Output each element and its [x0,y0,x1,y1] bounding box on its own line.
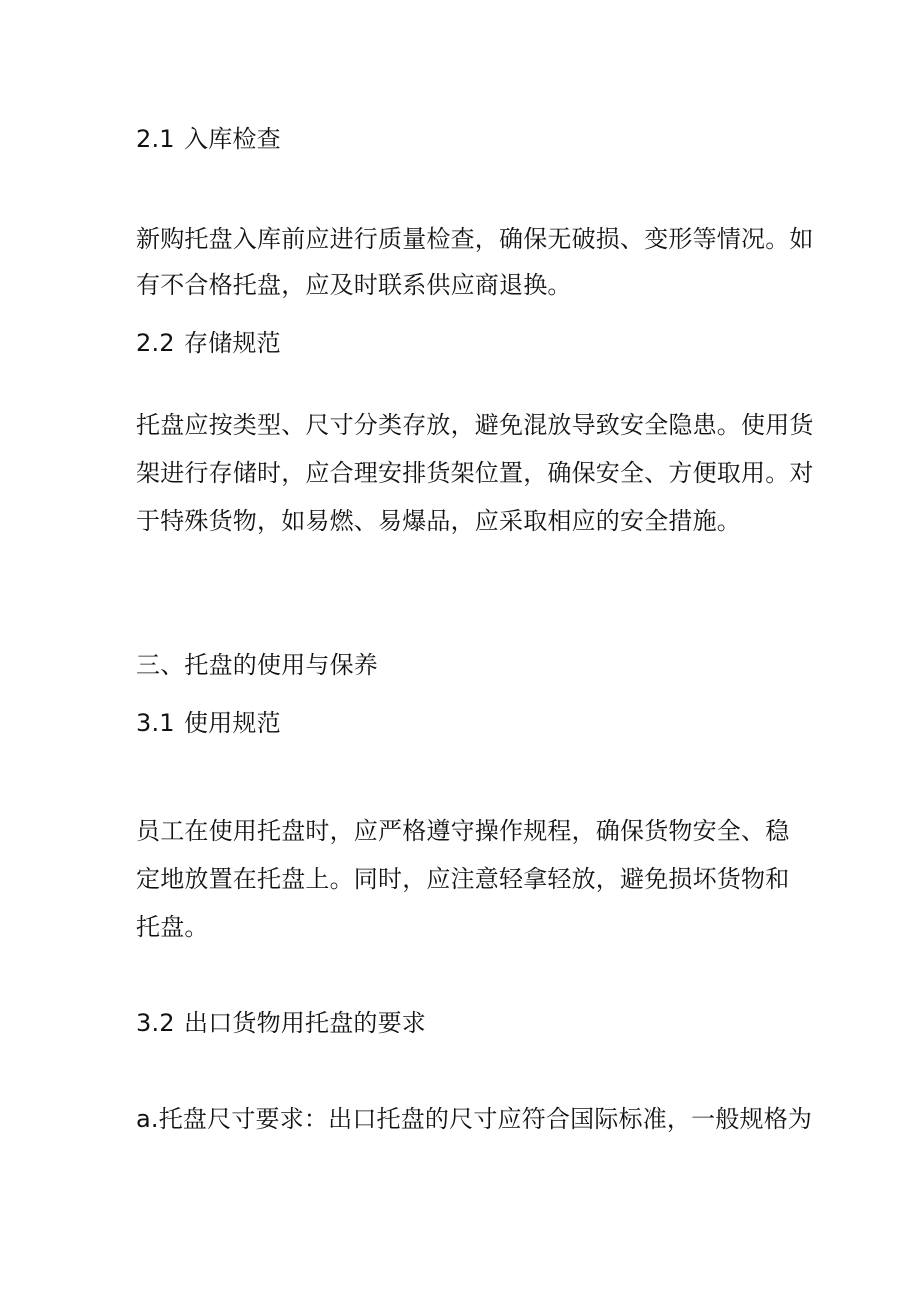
section-heading-2-1 [136,124,281,154]
paragraph-line: 新购托盘入库前应进行质量检查，确保无破损、变形等情况。如 [136,225,814,253]
section-title: 入库检查 [184,125,281,153]
section-heading-2-2 [136,328,281,358]
paragraph-line: a.托盘尺寸要求：出口托盘的尺寸应符合国际标准，一般规格为 [136,1105,813,1133]
paragraph-line: 架进行存储时，应合理安排货架位置，确保安全、方便取用。对 [136,459,814,487]
paragraph-line: 员工在使用托盘时，应严格遵守操作规程，确保货物安全、稳 [136,817,790,845]
section-title: 出口货物用托盘的要求 [184,1009,426,1037]
paragraph-line: 定地放置在托盘上。同时，应注意轻拿轻放，避免损坏货物和 [136,865,790,893]
paragraph-line: 于特殊货物，如易燃、易爆品，应采取相应的安全措施。 [136,507,741,535]
section-heading-3-1 [136,708,281,738]
section-title: 使用规范 [184,709,281,737]
section-number: 2.2 [136,329,175,357]
chapter-heading-3: 三、托盘的使用与保养 [136,651,378,679]
paragraph-line: 有不合格托盘，应及时联系供应商退换。 [136,271,572,299]
paragraph-line: 托盘应按类型、尺寸分类存放，避免混放导致安全隐患。使用货 [136,411,814,439]
section-title: 存储规范 [184,329,281,357]
section-number: 3.2 [136,1009,175,1037]
paragraph-line: 托盘。 [136,913,209,941]
section-number: 2.1 [136,125,175,153]
section-heading-3-2 [136,1008,426,1038]
section-number: 3.1 [136,709,175,737]
